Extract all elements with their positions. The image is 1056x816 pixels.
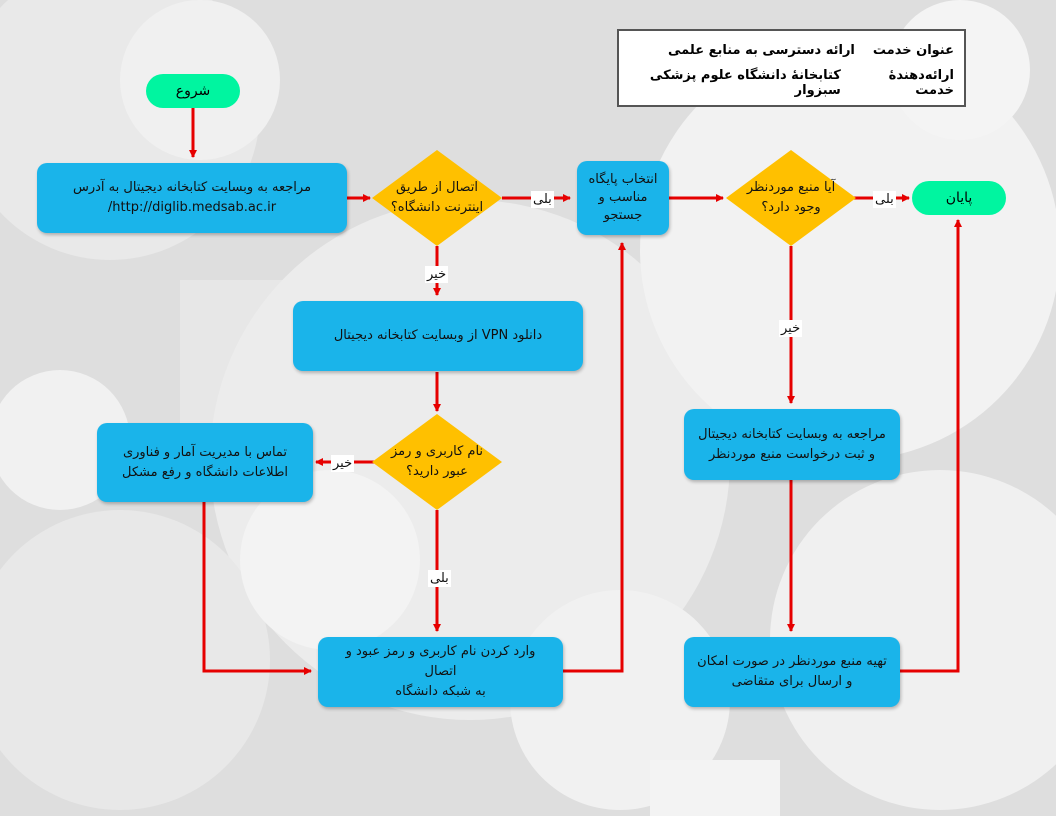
exists-yes-label: بلی (875, 192, 894, 207)
connected-yes-label: بلی (533, 192, 552, 207)
select-database-node (577, 161, 669, 235)
service-title-label: عنوان خدمت (872, 43, 954, 58)
have-credentials-question: نام کاربری و رمز عبور دارید؟ (390, 444, 484, 479)
enter-credentials-label: وارد کردن نام کاربری و رمز عبود و اتصال به شبکه دانشگاه (345, 644, 536, 699)
credentials-yes-label: بلی (430, 571, 449, 586)
end-label: پایان (945, 190, 973, 206)
service-title-value: ارائه دسترسی به منابع علمی (668, 43, 855, 58)
connected-no-label: خیر (427, 267, 447, 282)
provide-resource-node (684, 637, 900, 707)
enter-credentials-node (318, 637, 563, 707)
download-vpn-node (293, 301, 583, 371)
edge-provide-to-end (900, 220, 958, 671)
submit-request-node (684, 409, 900, 480)
provider-label: ارائه‌دهندهٔ خدمت (888, 68, 954, 98)
select-database-label: انتخاب پایگاه مناسب و جستجو (588, 172, 658, 223)
visit-website-node (37, 163, 347, 233)
contact-it-node (97, 423, 313, 502)
credentials-no-label: خیر (333, 456, 353, 471)
connected-question: اتصال از طریق اینترنت دانشگاه؟ (390, 180, 484, 215)
provider-value: کتابخانهٔ دانشگاه علوم پزشکی سبزوار (649, 68, 841, 98)
visit-website-label: مراجعه به وبسایت کتابخانه دیجیتال به آدرس http://diglib.medsab.ac.ir/ (72, 180, 312, 215)
resource-exists-question: آیا منبع موردنظر وجود دارد؟ (746, 180, 836, 215)
provide-resource-label: تهیه منبع موردنظر در صورت امکان و ارسال برای متقاضی (697, 654, 887, 689)
submit-request-label: مراجعه به وبسایت کتابخانه دیجیتال و ثبت درخواست منبع موردنظر (698, 426, 886, 462)
edge-contact-to-enter (204, 502, 311, 671)
download-vpn-label: دانلود VPN از وبسایت کتابخانه دیجیتال (333, 328, 543, 343)
start-label: شروع (175, 83, 211, 99)
contact-it-label: تماس با مدیریت آمار و فناوری اطلاعات دانشگاه و رفع مشکل (121, 444, 289, 480)
start-node (146, 74, 240, 108)
end-node (912, 181, 1006, 215)
exists-no-label: خیر (781, 321, 801, 336)
